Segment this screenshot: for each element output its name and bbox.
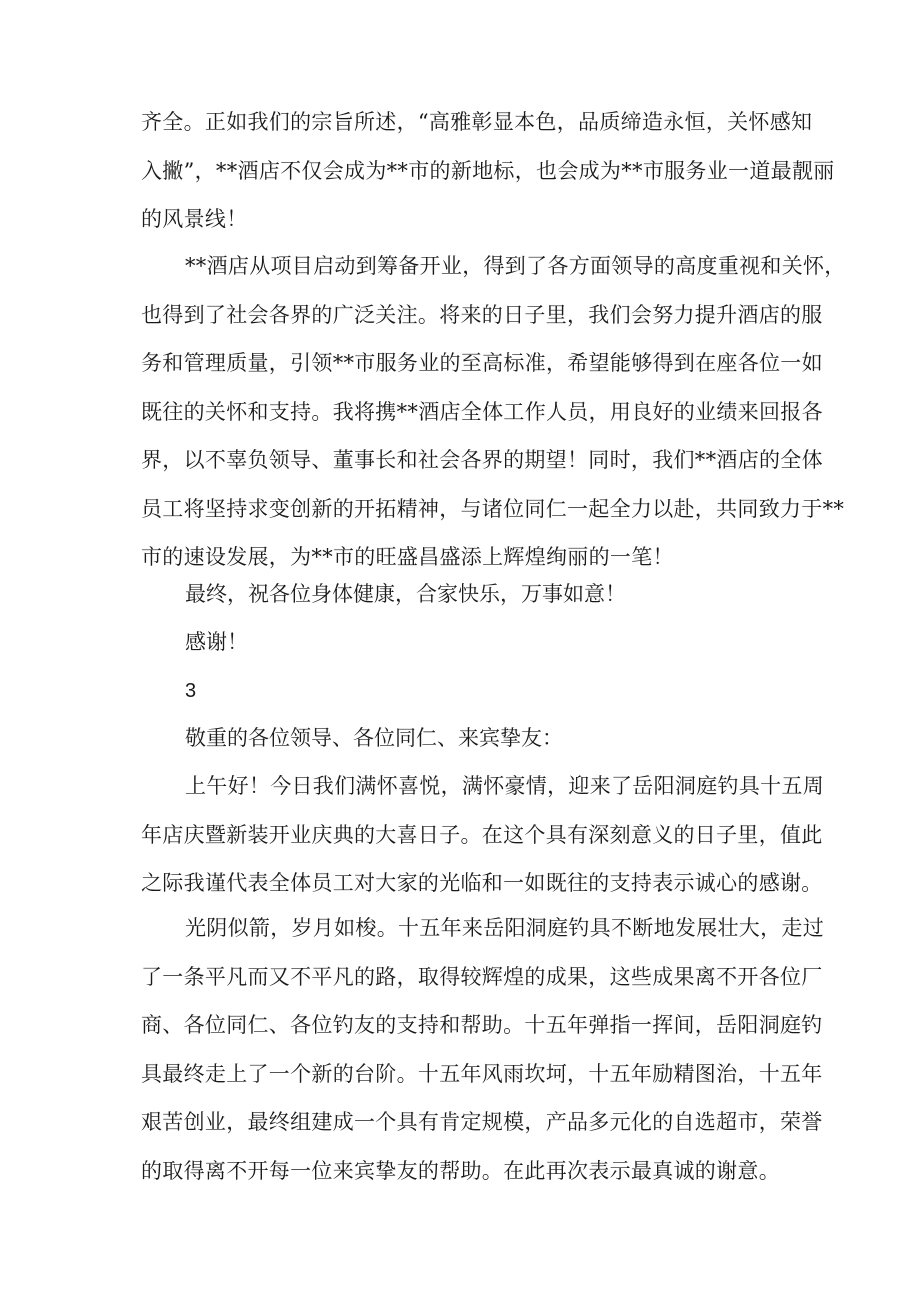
paragraph-line: 员工将坚持求变创新的开拓精神，与诸位同仁一起全力以赴，共同致力于** — [141, 496, 845, 521]
paragraph-line: 上午好！今日我们满怀喜悦，满怀豪情，迎来了岳阳洞庭钓具十五周 — [185, 774, 824, 798]
paragraph-line: 既往的关怀和支持。我将携**酒店全体工作人员，用良好的业绩来回报各 — [141, 399, 823, 424]
paragraph-line: 齐全。正如我们的宗旨所述，“高雅彰显本色，品质缔造永恒，关怀感知 — [141, 110, 813, 134]
paragraph-line: 光阴似箭，岁月如梭。十五年来岳阳洞庭钓具不断地发展壮大，走过 — [185, 916, 824, 940]
paragraph-line: 具最终走上了一个新的台阶。十五年风雨坎坷，十五年励精图治，十五年 — [141, 1061, 823, 1086]
paragraph-line: 入撇”，**酒店不仅会成为**市的新地标，也会成为**市服务业一道最靓丽 — [141, 158, 835, 183]
paragraph-line: 界，以不辜负领导、董事长和社会各界的期望！同时，我们**酒店的全体 — [141, 448, 823, 472]
paragraph-3: 最终，祝各位身体健康，合家快乐，万事如意！ — [185, 582, 626, 606]
paragraph-line: 商、各位同仁、各位钓友的支持和帮助。十五年弹指一挥间，岳阳洞庭钓 — [141, 1013, 823, 1037]
paragraph-line: 年店庆暨新装开业庆典的大喜日子。在这个具有深刻意义的日子里，值此 — [141, 822, 823, 847]
paragraph-line: 了一条平凡而又不平凡的路，取得较辉煌的成果，这些成果离不开各位厂 — [141, 964, 823, 989]
paragraph-4: 感谢！ — [185, 630, 248, 654]
paragraph-line: 也得到了社会各界的广泛关注。将来的日子里，我们会努力提升酒店的服 — [141, 302, 823, 327]
paragraph-line: 务和管理质量，引领**市服务业的至高标准，希望能够得到在座各位一如 — [141, 351, 823, 375]
paragraph-5 — [141, 762, 824, 908]
paragraph-1 — [141, 98, 835, 244]
salutation: 敬重的各位领导、各位同仁、来宾挚友： — [185, 726, 563, 750]
section-number: 3 — [185, 680, 197, 702]
paragraph-line: **酒店从项目启动到筹备开业，得到了各方面领导的高度重视和关怀， — [185, 254, 846, 278]
paragraph-line: 市的速设发展，为**市的旺盛昌盛添上辉煌绚丽的一笔！ — [141, 545, 674, 569]
paragraph-6 — [141, 904, 824, 1195]
paragraph-line: 艰苦创业，最终组建成一个具有肯定规模，产品多元化的自选超市，荣誉 — [141, 1110, 823, 1134]
paragraph-line: 的风景线！ — [141, 207, 248, 231]
paragraph-2 — [141, 242, 846, 582]
paragraph-line: 之际我谨代表全体员工对大家的光临和一如既往的支持表示诚心的感谢。 — [141, 871, 823, 895]
paragraph-line: 的取得离不开每一位来宾挚友的帮助。在此再次表示最真诚的谢意。 — [141, 1158, 780, 1183]
